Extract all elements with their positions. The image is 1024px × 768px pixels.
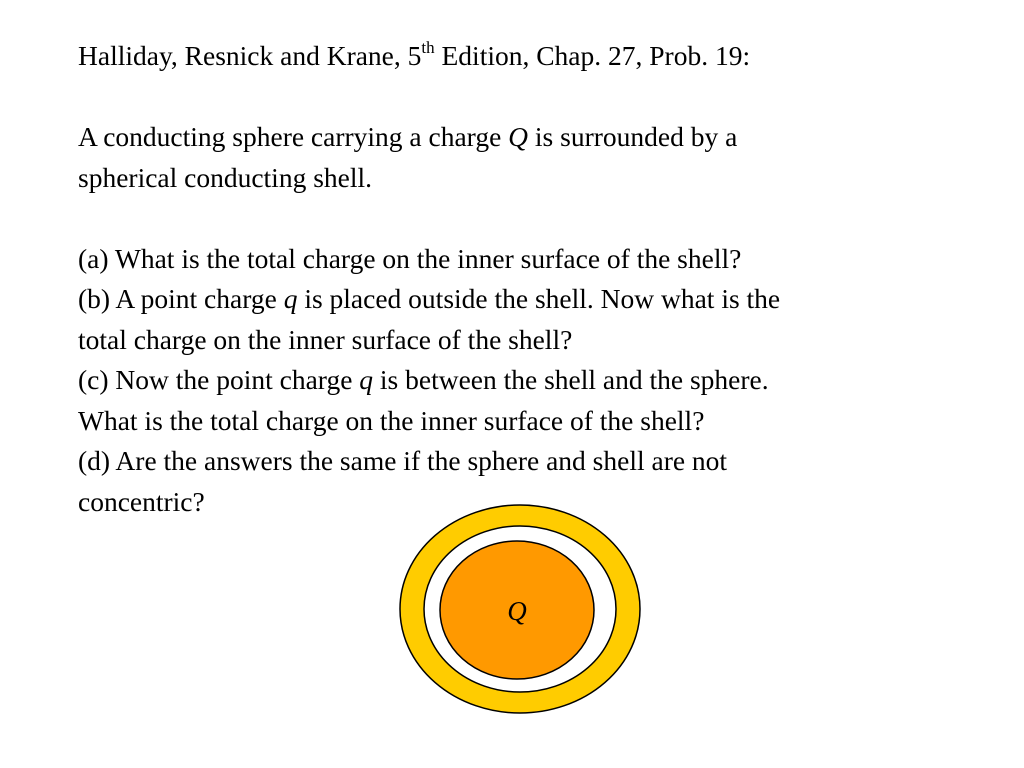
charge-variable-Q: Q	[508, 121, 529, 152]
citation-text: Halliday, Resnick and Krane, 5	[78, 40, 422, 71]
point-charge-variable-q: q	[359, 364, 374, 395]
citation-text-rest: Edition, Chap. 27, Prob. 19:	[434, 40, 751, 71]
problem-text	[78, 36, 978, 522]
question-b-line-2: total charge on the inner surface of the shell?	[78, 323, 573, 355]
edition-superscript: th	[421, 37, 435, 57]
blank-line	[78, 77, 978, 118]
question-d-line-2: concentric?	[78, 485, 205, 517]
intro-line-2: spherical conducting shell.	[78, 161, 373, 193]
point-charge-variable-q: q	[283, 283, 298, 314]
question-c-line-2: What is the total charge on the inner surface of the shell?	[78, 404, 705, 436]
sphere-charge-label: Q	[507, 596, 527, 626]
question-b-line-1: (b) A point charge q is placed outside the shell. Now what is the	[78, 283, 781, 314]
intro-line-1: A conducting sphere carrying a charge Q is surrounded by a	[78, 121, 738, 152]
question-a: (a) What is the total charge on the inner surface of the shell?	[78, 242, 742, 274]
blank-line	[78, 198, 978, 239]
concentric-sphere-diagram	[396, 503, 644, 715]
citation-line	[78, 36, 978, 77]
question-c-line-1: (c) Now the point charge q is between the shell and the sphere.	[78, 364, 769, 395]
question-d-line-1: (d) Are the answers the same if the sphere and shell are not	[78, 445, 728, 476]
